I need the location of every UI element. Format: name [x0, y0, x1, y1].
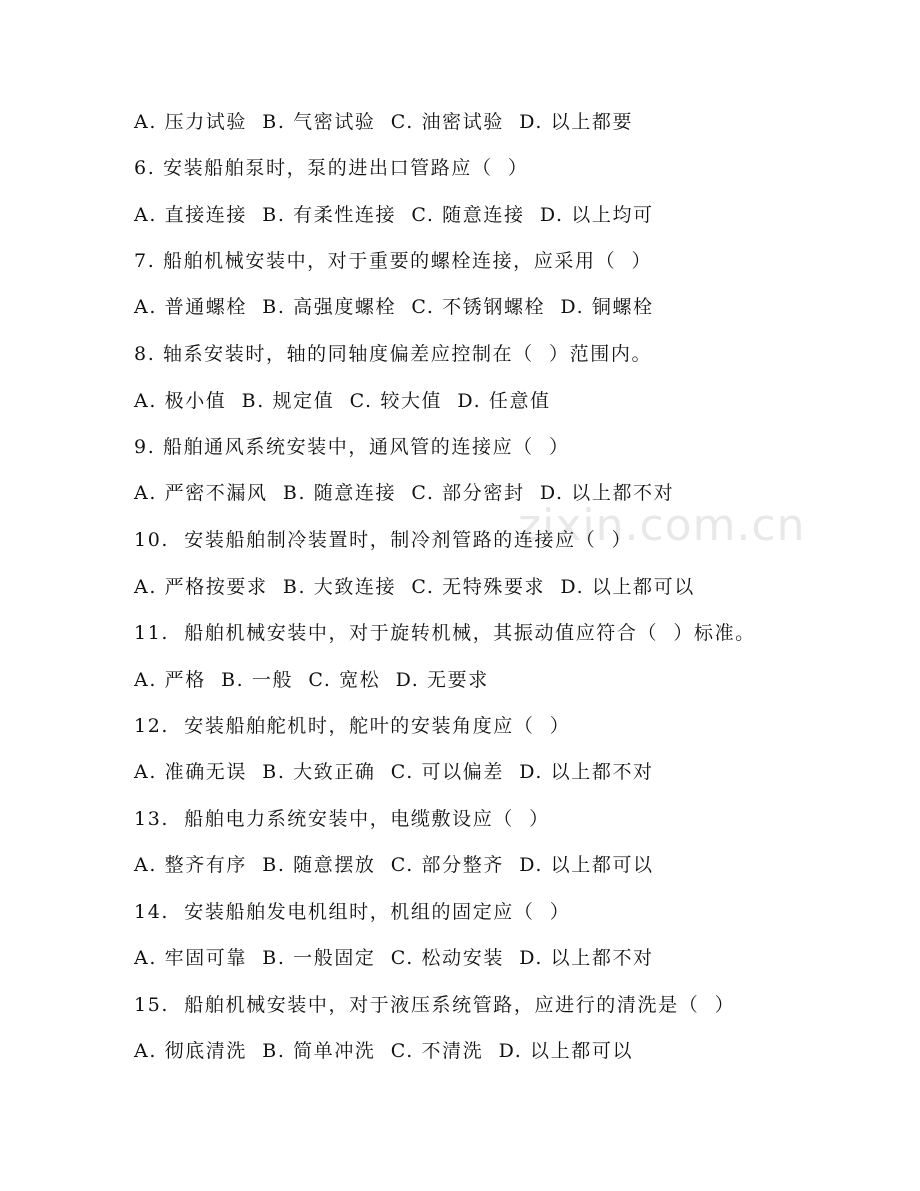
answer-options-15: A. 彻底清洗 B. 简单冲洗 C. 不清洗 D. 以上都可以 [134, 1040, 634, 1062]
watermark: zixin.com.cn [518, 500, 806, 551]
question-15: 15. 船舶机械安装中，对于液压系统管路，应进行的清洗是（ ） [134, 994, 736, 1016]
question-9: 9. 船舶通风系统安装中，通风管的连接应（ ） [134, 436, 570, 458]
question-14: 14. 安装船舶发电机组时，机组的固定应（ ） [134, 901, 571, 923]
answer-options-7: A. 普通螺栓 B. 高强度螺栓 C. 不锈钢螺栓 D. 铜螺栓 [134, 296, 654, 318]
question-7: 7. 船舶机械安装中，对于重要的螺栓连接，应采用（ ） [134, 250, 653, 272]
question-6: 6. 安装船舶泵时，泵的进出口管路应（ ） [134, 157, 529, 179]
answer-options-5: A. 压力试验 B. 气密试验 C. 油密试验 D. 以上都要 [134, 111, 634, 133]
answer-options-10: A. 严格按要求 B. 大致连接 C. 无特殊要求 D. 以上都可以 [134, 576, 695, 598]
question-10: 10. 安装船舶制冷装置时，制冷剂管路的连接应（ ） [134, 529, 633, 551]
answer-options-11: A. 严格 B. 一般 C. 宽松 D. 无要求 [134, 669, 489, 691]
answer-options-13: A. 整齐有序 B. 随意摆放 C. 部分整齐 D. 以上都可以 [134, 854, 654, 876]
answer-options-8: A. 极小值 B. 规定值 C. 较大值 D. 任意值 [134, 390, 551, 412]
answer-options-6: A. 直接连接 B. 有柔性连接 C. 随意连接 D. 以上均可 [134, 204, 654, 226]
question-8: 8. 轴系安装时，轴的同轴度偏差应控制在（ ）范围内。 [134, 343, 653, 365]
answer-options-12: A. 准确无误 B. 大致正确 C. 可以偏差 D. 以上都不对 [134, 761, 654, 783]
question-12: 12. 安装船舶舵机时，舵叶的安装角度应（ ） [134, 715, 571, 737]
question-13: 13. 船舶电力系统安装中，电缆敷设应（ ） [134, 808, 550, 830]
answer-options-9: A. 严密不漏风 B. 随意连接 C. 部分密封 D. 以上都不对 [134, 482, 675, 504]
question-11: 11. 船舶机械安装中，对于旋转机械，其振动值应符合（ ）标准。 [134, 622, 756, 644]
answer-options-14: A. 牢固可靠 B. 一般固定 C. 松动安装 D. 以上都不对 [134, 947, 654, 969]
